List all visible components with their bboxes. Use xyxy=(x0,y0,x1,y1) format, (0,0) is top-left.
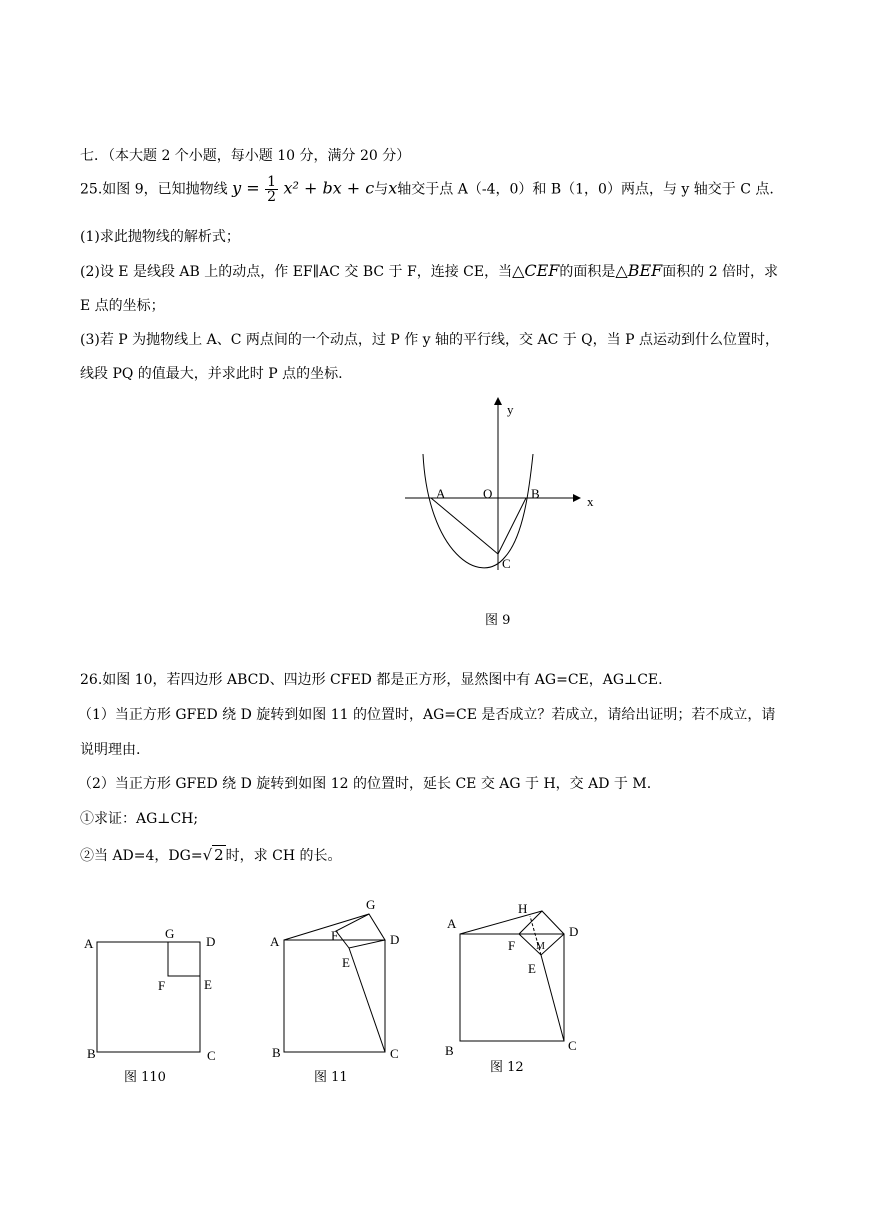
square-abcd-fig10 xyxy=(97,942,200,1052)
fig11-label-g: G xyxy=(366,897,376,912)
fig10-label-a: A xyxy=(84,936,94,951)
formula-rest: x² + bx + c xyxy=(283,178,375,198)
fig10-label-c: C xyxy=(207,1048,216,1063)
fig10-label-e: E xyxy=(204,977,212,992)
label-a: A xyxy=(436,486,446,501)
square-abcd-fig11 xyxy=(284,940,385,1052)
figures-10-11-12 xyxy=(70,890,610,1090)
q25-part3-line1: (3)若 P 为抛物线上 A、C 两点间的一个动点，过 P 作 y 轴的平行线，交 AC 于 Q，当 P 点运动到什么位置时， xyxy=(80,332,779,348)
figure-12 xyxy=(445,901,578,1058)
fig10-label-g: G xyxy=(165,926,175,941)
label-c: C xyxy=(502,556,511,571)
triangle-bef: △BEF xyxy=(615,261,663,280)
formula-fraction xyxy=(265,175,278,204)
fig11-label-b: B xyxy=(272,1045,281,1060)
figure-9-caption: 图 9 xyxy=(485,613,511,628)
q25-intro-suffix: 轴交于点 A（-4，0）和 B（1，0）两点，与 y 轴交于 C 点. xyxy=(397,181,774,198)
q26-part1-line1: （1）当正方形 GFED 绕 D 旋转到如图 11 的位置时，AG=CE 是否成立？若成立，请给出证明；若不成立，请 xyxy=(78,707,776,723)
fig12-label-b: B xyxy=(445,1043,454,1058)
fig10-label-d: D xyxy=(206,934,216,949)
fraction-denominator: 2 xyxy=(267,189,276,205)
figure-9-parabola xyxy=(395,392,615,582)
q25-intro-prefix: 25.如图 9，已知抛物线 xyxy=(80,181,228,198)
x-variable: x xyxy=(388,178,398,198)
fig12-label-c: C xyxy=(568,1038,577,1053)
segment-ce-fig12 xyxy=(541,955,564,1041)
q26-item2 xyxy=(80,843,342,867)
section-heading: 七．（本大题 2 个小题，每小题 10 分，满分 20 分） xyxy=(80,148,411,164)
fig12-label-f: F xyxy=(508,938,516,953)
q25-intro xyxy=(80,174,774,205)
figure-11-caption: 图 11 xyxy=(314,1070,348,1085)
segment-ag-fig11 xyxy=(284,914,369,940)
segment-ag-fig12 xyxy=(460,911,542,934)
figure-10-caption: 图 110 xyxy=(124,1070,166,1085)
q26-item2-a: ②当 AD=4，DG= xyxy=(80,848,203,864)
q25-part2-a: (2)设 E 是线段 AB 上的动点，作 EF∥AC 交 BC 于 F，连接 CE，当 xyxy=(80,264,513,280)
sqrt-two: √ 2 xyxy=(202,846,224,864)
q25-part1: (1)求此抛物线的解析式； xyxy=(80,229,240,245)
label-y: y xyxy=(507,402,514,417)
fig11-label-e: E xyxy=(342,955,350,970)
q26-part2: （2）当正方形 GFED 绕 D 旋转到如图 12 的位置时，延长 CE 交 AG 于 H，交 AD 于 M. xyxy=(78,776,652,792)
figure-10 xyxy=(84,926,216,1063)
sqrt-radicand: 2 xyxy=(214,846,224,864)
figure-11 xyxy=(270,897,399,1061)
parabola-curve xyxy=(423,454,533,568)
q25-intro-mid: 与 xyxy=(374,181,389,198)
fig12-label-d: D xyxy=(569,924,579,939)
fig11-label-f: F xyxy=(331,928,339,943)
fig11-label-a: A xyxy=(270,934,280,949)
q25-part2 xyxy=(80,262,778,281)
segment-ac xyxy=(431,498,498,554)
segment-ce-fig11 xyxy=(349,948,385,1052)
q26-item2-b: 时，求 CH 的长。 xyxy=(225,848,342,864)
fig10-label-f: F xyxy=(158,978,166,993)
figure-12-caption: 图 12 xyxy=(490,1060,524,1075)
fig11-label-c: C xyxy=(390,1046,399,1061)
fig12-label-a: A xyxy=(447,916,457,931)
formula-y: y = xyxy=(232,178,260,198)
triangle-cef: △CEF xyxy=(512,261,560,280)
fraction-numerator: 1 xyxy=(267,174,276,190)
q26-intro: 26.如图 10，若四边形 ABCD、四边形 CFED 都是正方形，显然图中有 AG=CE，AG⊥CE. xyxy=(80,672,663,688)
fig12-label-m: M xyxy=(536,941,545,952)
label-b: B xyxy=(531,486,540,501)
fig11-label-d: D xyxy=(390,932,400,947)
fig12-label-h: H xyxy=(518,901,528,916)
q26-part1-line2: 说明理由. xyxy=(80,742,141,758)
q26-item1: ①求证：AG⊥CH; xyxy=(80,811,199,827)
square-gfed-fig10 xyxy=(168,942,200,976)
label-x: x xyxy=(587,494,594,509)
square-gfed-fig11 xyxy=(336,914,385,948)
q25-part3-line2: 线段 PQ 的值最大，并求此时 P 点的坐标. xyxy=(80,366,343,382)
q25-part2-c: 面积的 2 倍时，求 xyxy=(662,264,779,280)
segment-bc xyxy=(498,498,526,554)
q25-part2-b: 的面积是 xyxy=(559,264,616,280)
label-o: O xyxy=(483,486,493,501)
fig12-label-e: E xyxy=(528,961,536,976)
q25-part2-line2: E 点的坐标； xyxy=(80,298,165,314)
fig10-label-b: B xyxy=(87,1046,96,1061)
